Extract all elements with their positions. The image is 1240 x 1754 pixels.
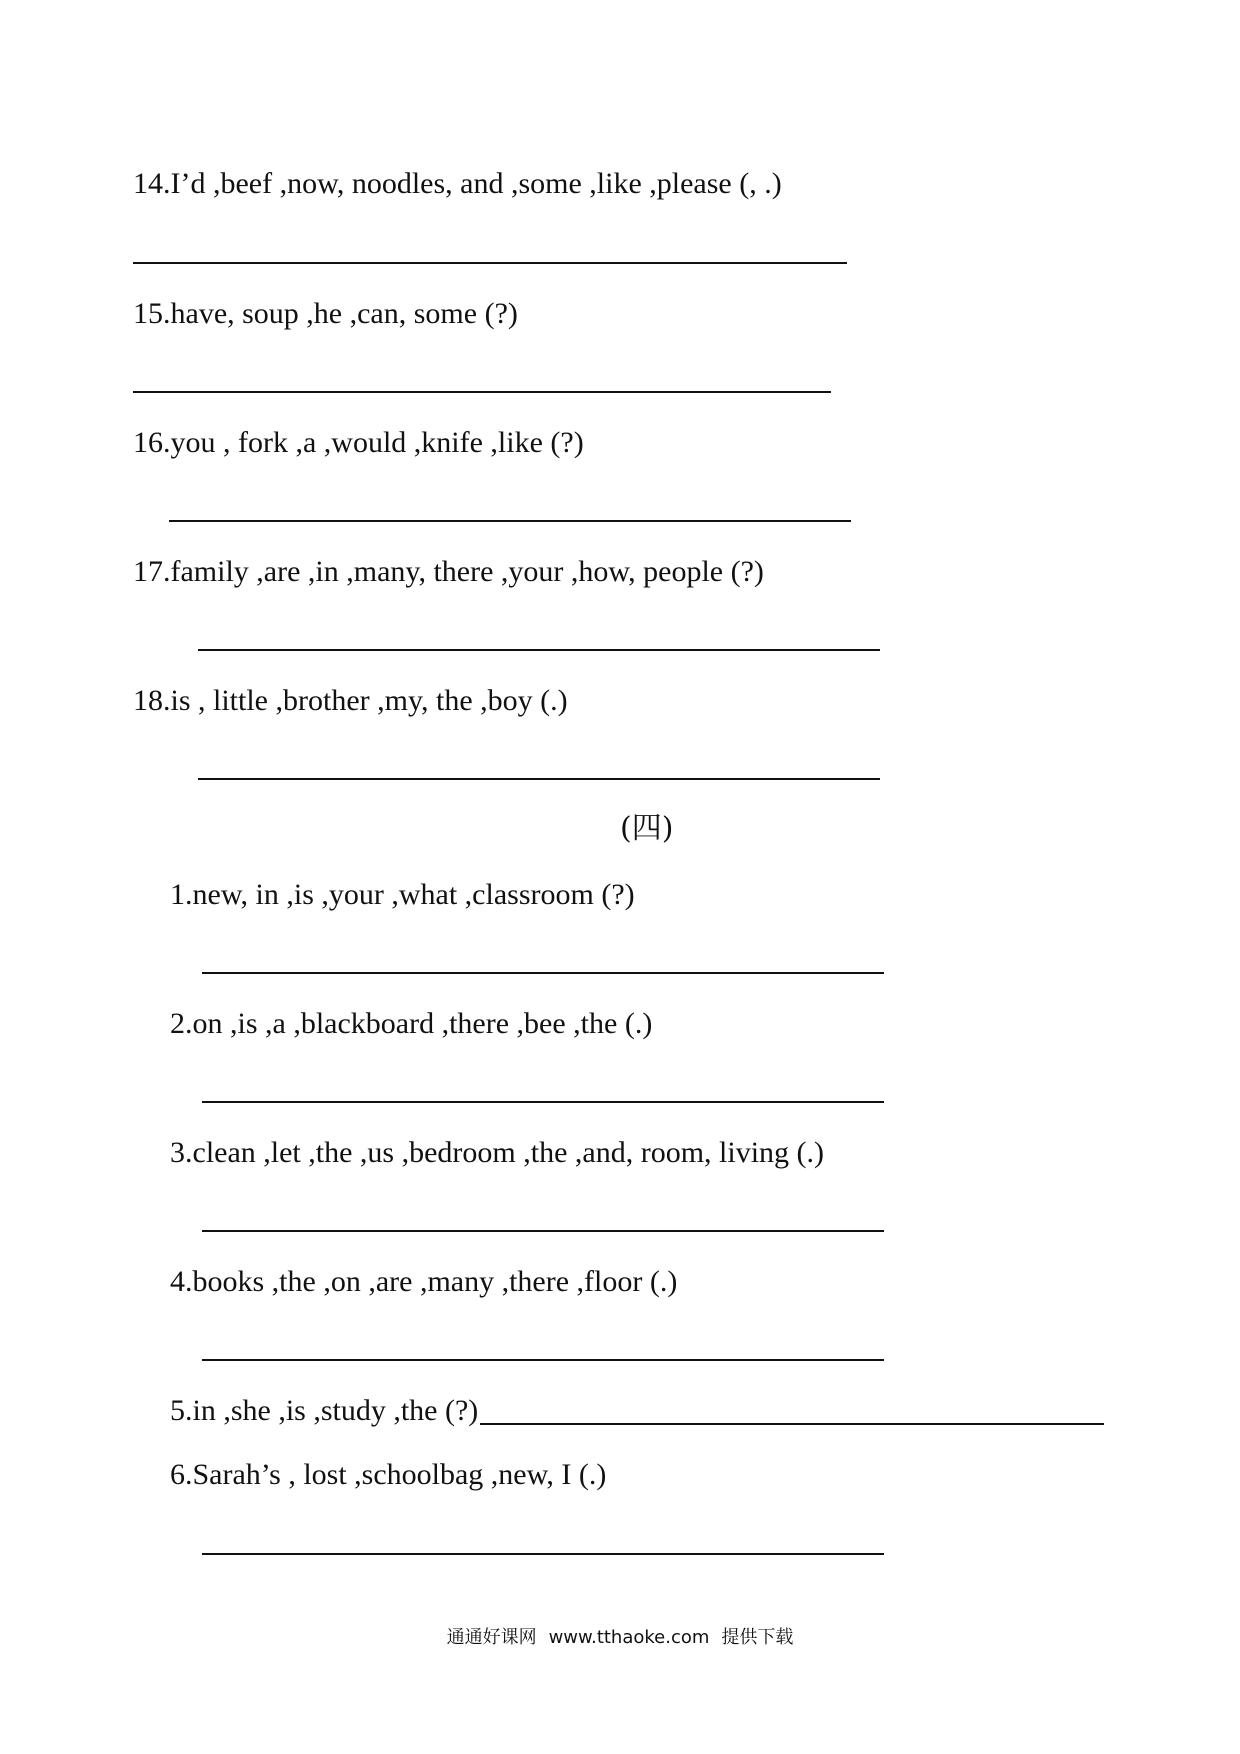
question-4-2: 2.on ,is ,a ,blackboard ,there ,bee ,the (.) (170, 1007, 653, 1040)
answer-line-4-5[interactable] (480, 1423, 1104, 1425)
question-16: 16.you , fork ,a ,would ,knife ,like (?) (133, 426, 584, 459)
footer-note: 提供下载 (721, 1627, 794, 1648)
answer-line-18[interactable] (198, 778, 880, 780)
question-14: 14.I’d ,beef ,now, noodles, and ,some ,like ,please (, .) (133, 167, 782, 200)
answer-line-17[interactable] (198, 649, 880, 651)
answer-line-4-6[interactable] (202, 1553, 884, 1555)
question-4-3: 3.clean ,let ,the ,us ,bedroom ,the ,and, room, living (.) (170, 1136, 825, 1169)
page-footer (0, 1626, 1240, 1650)
question-4-5 (170, 1393, 1104, 1429)
answer-line-16[interactable] (169, 520, 851, 522)
question-4-6: 6.Sarah’s , lost ,schoolbag ,new, I (.) (170, 1458, 607, 1491)
footer-site-name: 通通好课网 (446, 1627, 537, 1648)
question-18: 18.is , little ,brother ,my, the ,boy (.) (133, 684, 568, 717)
section-heading-four: (四) (620, 811, 674, 846)
answer-line-15[interactable] (133, 391, 831, 393)
question-4-5-text: 5.in ,she ,is ,study ,the (?) (170, 1394, 479, 1427)
answer-line-14[interactable] (133, 262, 847, 264)
question-17: 17.family ,are ,in ,many, there ,your ,how, people (?) (133, 555, 764, 588)
answer-line-4-4[interactable] (202, 1359, 884, 1361)
answer-line-4-3[interactable] (202, 1230, 884, 1232)
answer-line-4-2[interactable] (202, 1101, 884, 1103)
question-4-1: 1.new, in ,is ,your ,what ,classroom (?) (170, 878, 635, 911)
answer-line-4-1[interactable] (202, 972, 884, 974)
footer-site-url: www.tthaoke.com (548, 1627, 710, 1648)
question-15: 15.have, soup ,he ,can, some (?) (133, 297, 518, 330)
question-4-4: 4.books ,the ,on ,are ,many ,there ,floor (.) (170, 1265, 678, 1298)
